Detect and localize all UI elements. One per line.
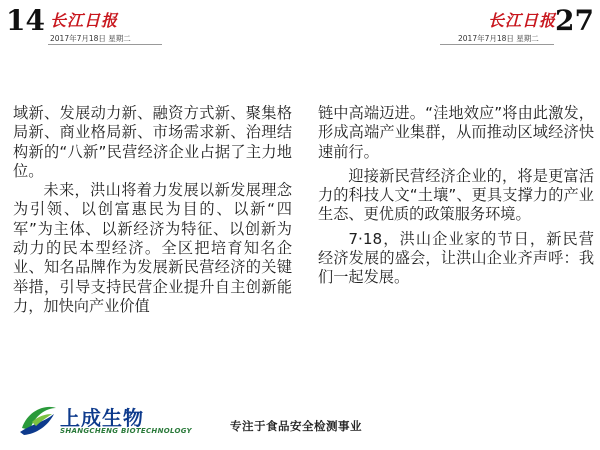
masthead-left: 长江日报	[50, 11, 119, 30]
article-paragraph: 7·18，洪山企业家的节日，新民营经济发展的盛会，让洪山企业齐声呼：我们一起发展。	[318, 229, 594, 287]
brand-slogan: 专注于食品安全检测事业	[230, 419, 362, 433]
page-number-right: 27	[555, 4, 594, 37]
article-paragraph: 迎接新民营经济企业的，将是更富活力的科技人文“土壤”、更具支撑力的产业生态、更优质的政策服务环境。	[318, 166, 594, 224]
footer-advertisement	[0, 392, 600, 450]
page-number-left: 14	[6, 4, 45, 37]
brand-name-en: SHANGCHENG BIOTECHNOLOGY	[60, 427, 192, 435]
masthead-right: 长江日报	[488, 11, 557, 30]
article-paragraph: 未来，洪山将着力发展以新发展理念为引领、以创富惠民为目的、以新“四军”为主体、以新经济为特征、以创新为动力的民本型经济。全区把培育知名企业、知名品牌作为发展新民营经济的关键举措，引导支持民营企业提升自主创新能力，加快向产业价值	[13, 181, 292, 315]
issue-date-right: 2017年7月18日 星期二	[458, 34, 539, 43]
header-rule-right	[440, 44, 554, 45]
shangcheng-swoosh-logo-icon	[18, 402, 58, 438]
article-column-left	[13, 104, 292, 316]
brand-name-cn: 上成生物	[60, 406, 144, 430]
issue-date-left: 2017年7月18日 星期二	[50, 34, 131, 43]
article-paragraph: 链中高端迈进。“洼地效应”将由此激发，形成高端产业集群，从而推动区域经济快速前行。	[318, 104, 594, 161]
article-paragraph: 域新、发展动力新、融资方式新、聚集格局新、商业格局新、市场需求新、治理结构新的“八新”民营经济企业占据了主力地位。	[13, 104, 292, 180]
article-column-right	[318, 104, 594, 288]
header-rule-left	[48, 44, 162, 45]
